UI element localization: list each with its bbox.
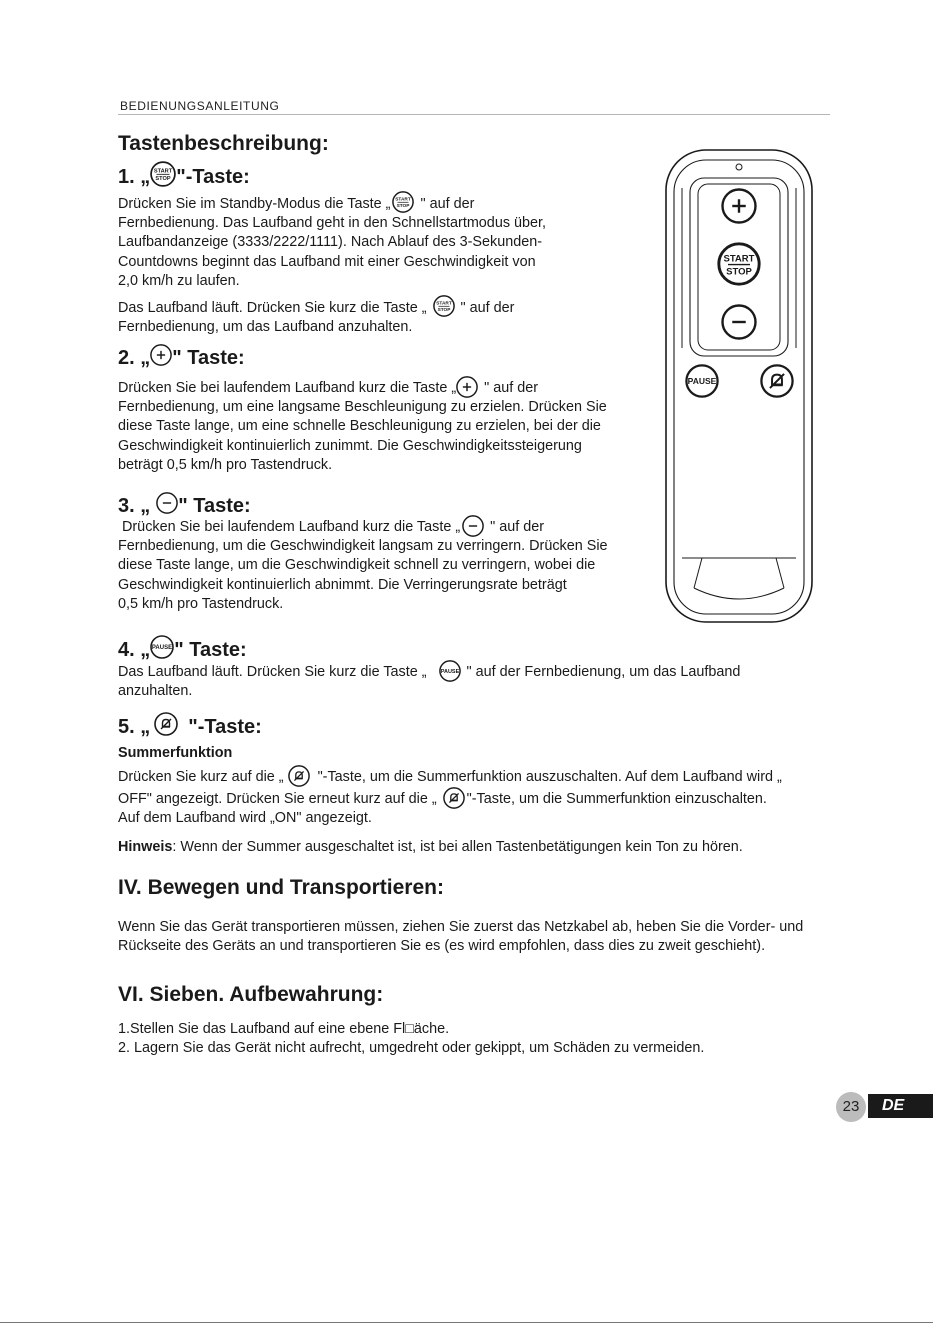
heading-plus: 2. „ " Taste: [118,344,245,370]
start-stop-icon [392,191,414,213]
subheading-buzzer: Summerfunktion [118,745,233,761]
paragraph-start-stop-2: Das Laufband läuft. Drücken Sie kurz die Taste „ " auf der Fernbedienung, um das Laufband anzuhalten. [118,295,514,337]
heading-start-stop: 1. „ "-Taste: [118,161,250,189]
minus-icon [156,492,178,514]
plus-icon [456,376,478,398]
paragraph-transport: Wenn Sie das Gerät transportieren müssen, ziehen Sie zuerst das Netzkabel ab, heben Sie die Vorder- und Rückseite des Geräts an und transportieren Sie es (es wird empfohlen, dass dies zu zweit geschieht). [118,919,804,955]
paragraph-pause: Das Laufband läuft. Drücken Sie kurz die Taste „ " auf der Fernbedienung, um das Laufband anzuhalten. [118,660,740,701]
remote-control-illustration [664,148,814,626]
minus-icon [462,515,484,537]
remote-pause-button [686,365,717,396]
running-header: BEDIENUNGSANLEITUNG [120,99,280,113]
page-bottom-rule [0,1322,933,1323]
note-buzzer: Hinweis: Wenn der Summer ausgeschaltet ist, ist bei allen Tastenbetätigungen kein Ton zu hören. [118,839,743,855]
heading-storage: VI. Sieben. Aufbewahrung: [118,983,384,1006]
heading-mute: 5. „ "-Taste: [118,712,262,739]
start-stop-icon [433,295,455,317]
paragraph-minus: Drücken Sie bei laufendem Laufband kurz die Taste „ " auf der Fernbedienung, um die Geschwindigkeit langsam zu verringern. Drücken Sie diese Taste lange, um die Geschwindigkeit schnell zu verringern, wobei die Geschwindigkeit kontinuierlich abnimmt. Die Verringerungsrate beträgt 0,5 km/h pro Tastendruck. [118,515,608,614]
remote-mute-button [761,365,792,396]
page-number: 23 [836,1092,866,1122]
header-divider [118,114,830,115]
pause-icon [439,660,461,682]
mute-icon [154,712,178,736]
paragraph-plus: Drücken Sie bei laufendem Laufband kurz die Taste „ " auf der Fernbedienung, um eine langsame Beschleunigung zu erzielen. Drücken Sie diese Taste lange, um eine schnelle Beschleunigung zu erzielen, bei der die Geschwindigkeit kontinuierlich zunimmt. Die Geschwindigkeitssteigerung beträgt 0,5 km/h pro Tastendruck. [118,376,607,475]
start-stop-icon [150,161,176,187]
heading-pause: 4. „ " Taste: [118,635,247,662]
mute-icon [443,787,465,809]
mute-icon [288,765,310,787]
language-tab: DE [868,1094,933,1118]
remote-start-stop-button [719,244,759,284]
paragraph-mute: Drücken Sie kurz auf die „ "-Taste, um die Summerfunktion auszuschalten. Auf dem Laufband wird „ OFF" angezeigt. Drücken Sie erneut kurz auf die „ "-Taste, um die Summerfunktion einzuschalten. Auf dem Laufband wird „ON" angezeigt. [118,765,782,829]
plus-icon [150,344,172,366]
pause-icon [150,635,174,659]
paragraph-storage: 1.Stellen Sie das Laufband auf eine ebene Fl□äche. 2. Lagern Sie das Gerät nicht aufrecht, umgedreht oder gekippt, um Schäden zu vermeiden. [118,1021,705,1057]
remote-plus-button [723,190,756,223]
heading-minus: 3. „ " Taste: [118,492,251,518]
paragraph-start-stop-1: Drücken Sie im Standby-Modus die Taste „ " auf der Fernbedienung. Das Laufband geht in den Schnellstartmodus über, Laufbandanzeige (3333/2222/1111). Nach Ablauf des 3-Sekunden- Countdowns beginnt das Laufband mit einer Geschwindigkeit von 2,0 km/h zu laufen. [118,191,546,291]
section-title: Tastenbeschreibung: [118,132,329,155]
heading-transport: IV. Bewegen und Transportieren: [118,876,444,899]
remote-minus-button [723,306,756,339]
